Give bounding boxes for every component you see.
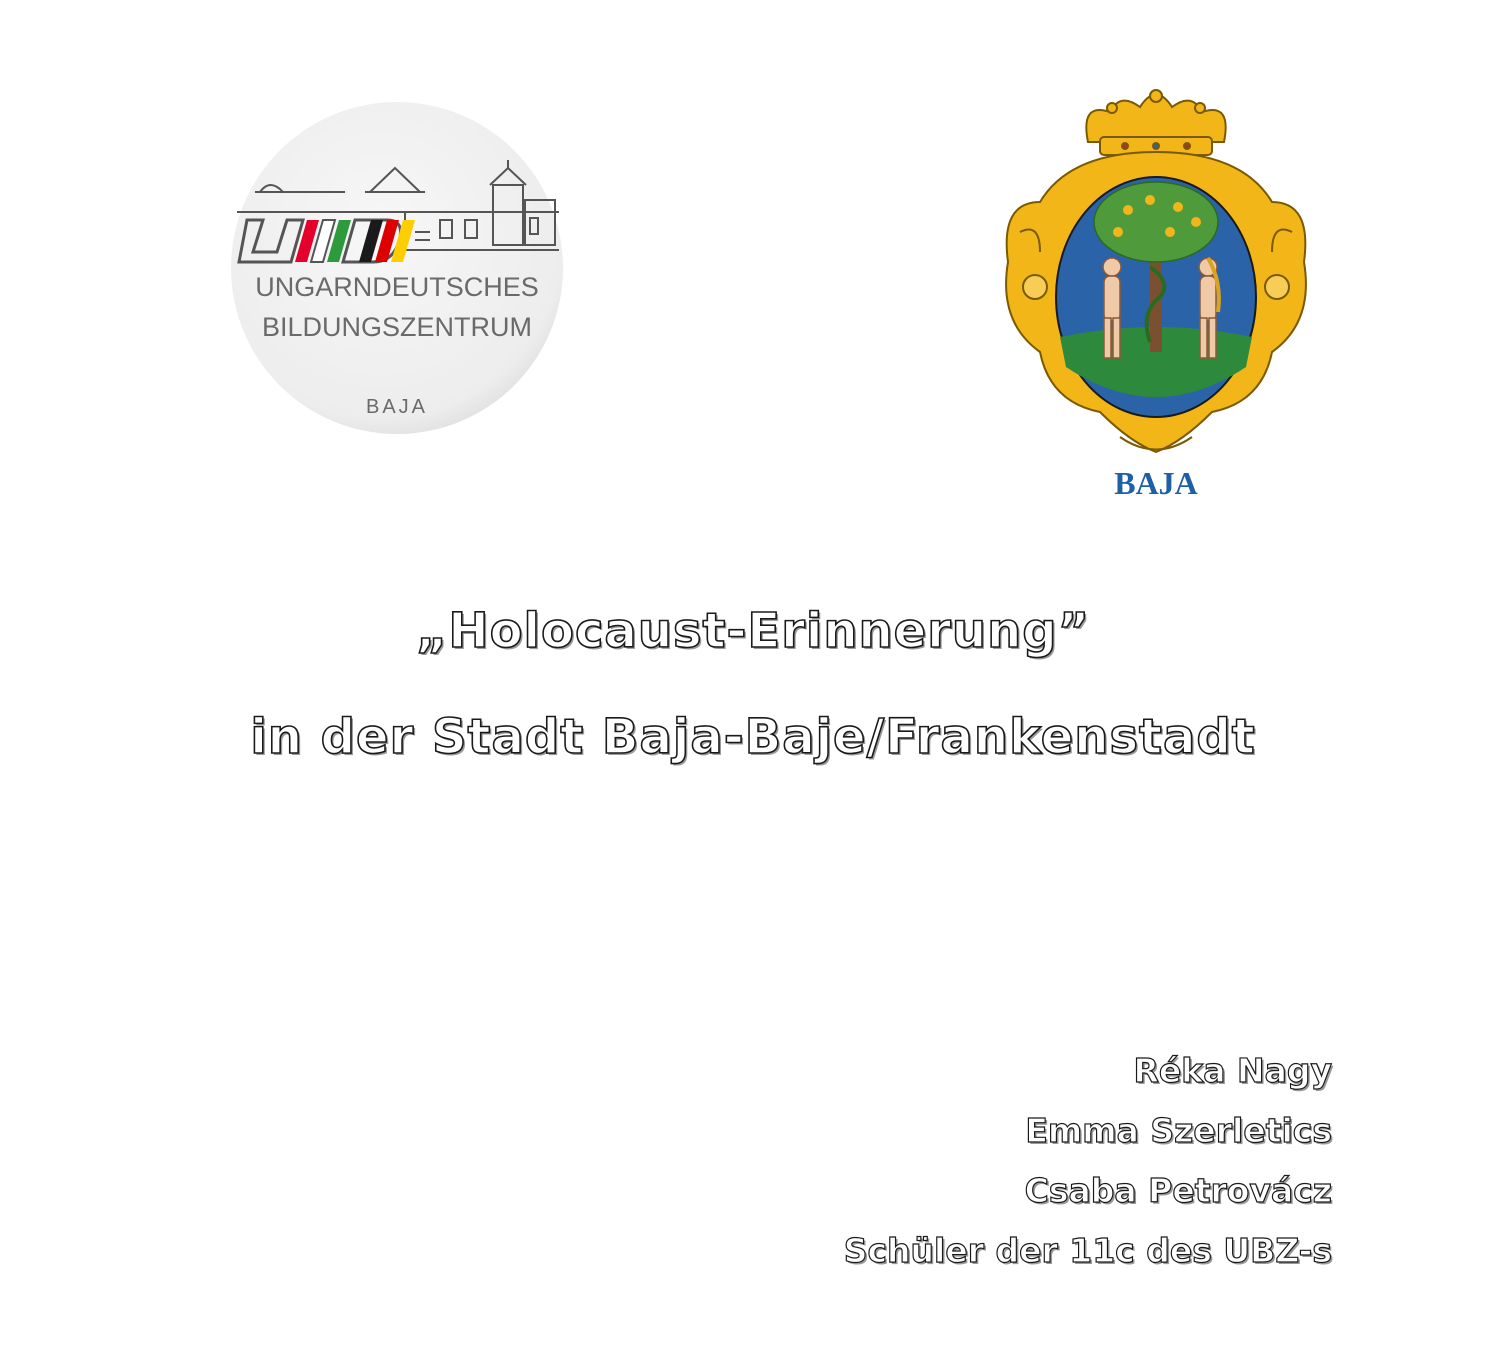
author-1: Réka Nagy — [1133, 1051, 1332, 1090]
title-line-1: „Holocaust-Erinnerung” — [415, 603, 1091, 659]
school-logo — [225, 100, 569, 436]
author-class-note: Schüler der 11c des UBZ-s — [843, 1231, 1332, 1270]
crown-icon — [1086, 90, 1225, 155]
author-2: Emma Szerletics — [1025, 1111, 1332, 1150]
document-title — [0, 602, 1506, 766]
title-line-2: in der Stadt Baja-Baje/Frankenstadt — [250, 709, 1256, 765]
author-3: Csaba Petrovácz — [1024, 1171, 1332, 1210]
school-city: BAJA — [365, 396, 429, 418]
school-name-line2: BILDUNGSZENTRUM — [261, 312, 533, 342]
school-name-line1: UNGARNDEUTSCHES — [255, 272, 539, 302]
city-coat-of-arms — [1000, 82, 1312, 502]
crest-label: BAJA — [1114, 465, 1198, 501]
logo-disc — [231, 102, 563, 434]
author-list — [844, 1052, 1332, 1292]
